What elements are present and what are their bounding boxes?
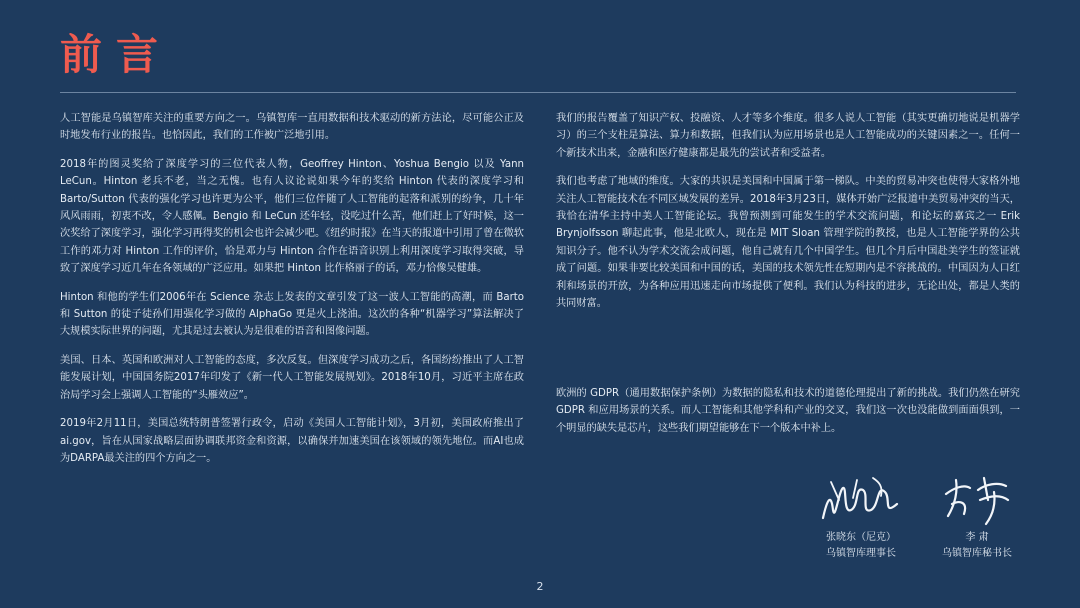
left-column — [60, 110, 524, 478]
signatory-role: 乌镇智库秘书长 — [942, 548, 1012, 559]
paragraph: 我们的报告覆盖了知识产权、投融资、人才等多个维度。很多人说人工智能（其实更确切地说是机器学习）的三个支柱是算法、算力和数据，但我们认为应用场景也是人工智能成功的关键因素之一。任何一个新技术出来，金融和医疗健康都是最先的尝试者和受益者。 — [556, 113, 1020, 159]
signatory-name: 李 肃 — [965, 532, 989, 543]
signatory-role: 乌镇智库理事长 — [826, 548, 896, 559]
right-column — [556, 110, 1020, 323]
paragraph: 我们也考虑了地域的维度。大家的共识是美国和中国属于第一梯队。中美的贸易冲突也使得大家格外地关注人工智能技术在不同区域发展的差异。2018年3月23日，媒体开始广泛报道中美贸易冲突的当天，我恰在清华主持中美人工智能论坛。我曾预测到可能发生的学术交流问题，和论坛的嘉宾之一 Erik Brynjolfsson 聊起此事，他是北欧人，现在是 MIT Sloan 管理学院的教授，也是人工智能学界的公共知识分子。他不认为学术交流会成问题，他自己就有几个中国学生。但几个月后中国赴美学生的签证就成了问题。如果非要比较美国和中国的话，美国的技术领先性在短期内是不容挑战的。中国因为人口红利和场景的开放，为各种应用迅速走向市场提供了便利。我们认为科技的进步，无论出处，都是人类的共同财富。 — [556, 176, 1020, 310]
paragraph: 人工智能是乌镇智库关注的重要方向之一。乌镇智库一直用数据和技术驱动的新方法论，尽可能公正及时地发布行业的报告。也恰因此，我们的工作被广泛地引用。 — [60, 113, 524, 142]
paragraph: 美国、日本、英国和欧洲对人工智能的态度，多次反复。但深度学习成功之后，各国纷纷推出了人工智能发展计划，中国国务院2017年印发了《新一代人工智能发展规划》。2018年10月，习近平主席在政治局学习会上强调人工智能的“头雁效应”。 — [60, 354, 524, 401]
signature-block-secretary — [922, 470, 1032, 562]
title-divider — [60, 92, 1016, 93]
page-number: 2 — [536, 580, 544, 593]
signatory-name: 张晓东（尼克） — [826, 532, 896, 543]
paragraph: 2018年的图灵奖给了深度学习的三位代表人物，Geoffrey Hinton、Yoshua Bengio 以及 Yann LeCun。Hinton 老兵不老，当之无愧。也有人议论说如果今年的奖给 Hinton 代表的深度学习和 Barto/Sutton 代表的强化学习也许更为公平，他们三位伴随了人工智能的起落和派别的纷争，几十年风风雨雨，初衷不改，令人感佩。Bengio 和 LeCun 还年轻，没吃过什么苦，他们赶上了好时候，这一次奖给了深度学习，强化学习再得奖的机会也许会减少吧。《纽约时报》在当天的报道中引用了曾在微软工作的邓力对 Hinton 工作的评价，恰是邓力与 Hinton 合作在语音识别上利用深度学习取得突破，导致了深度学习近几年在各领域的广泛应用。如果把 Hinton 比作格丽子的话，邓力恰像吴健雄。 — [60, 158, 524, 275]
page-title: 前言 — [60, 30, 173, 79]
handwritten-signature-icon — [813, 470, 909, 530]
handwritten-signature-icon — [934, 470, 1020, 530]
signature-block-chairman — [806, 470, 916, 562]
paragraph: 2019年2月11日，美国总统特朗普签署行政令，启动《美国人工智能计划》，3月初，美国政府推出了 ai.gov，旨在从国家战略层面协调联邦资金和资源，以确保并加速美国在该领域的领先地位。而AI也成为DARPA最关注的四个方向之一。 — [60, 418, 524, 464]
paragraph: Hinton 和他的学生们2006年在 Science 杂志上发表的文章引发了这一波人工智能的高潮，而 Barto 和 Sutton 的徒子徒孙们用强化学习做的 AlphaGo 更是火上浇油。这次的各种“机器学习”算法解决了大规模实际世界的问题，尤其是过去被认为是很难的语音和图像问题。 — [60, 291, 524, 338]
gdpr-paragraph: 欧洲的 GDPR（通用数据保护条例）为数据的隐私和技术的道德伦理提出了新的挑战。我们仍然在研究 GDPR 和应用场景的关系。而人工智能和其他学科和产业的交叉，我们这一次也没能做到面面俱到，一个明显的缺失是芯片，这些我们期望能够在下一个版本中补上。 — [556, 388, 1020, 434]
